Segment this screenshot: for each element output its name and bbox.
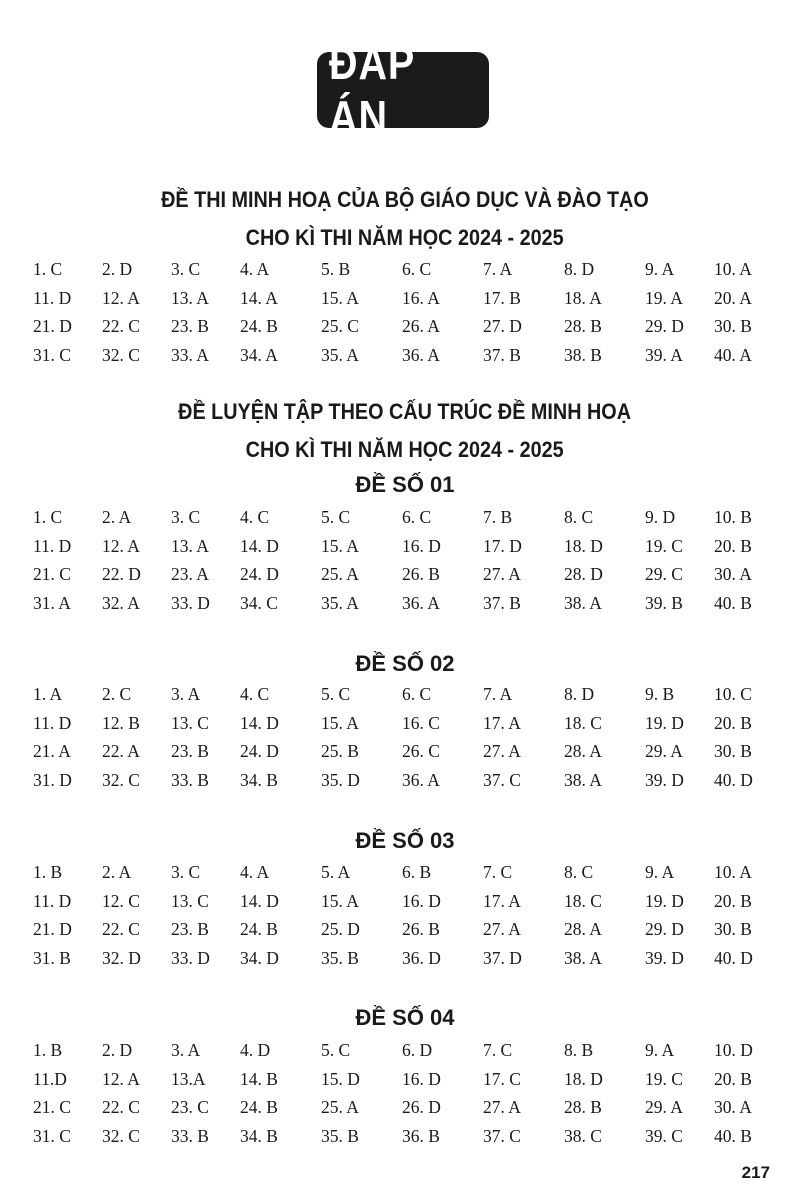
answer-cell: 31. C xyxy=(33,344,71,365)
answer-cell: 16. D xyxy=(402,890,441,911)
answer-cell: 6. C xyxy=(402,684,432,704)
answer-cell: 6. B xyxy=(402,862,432,882)
test-01-answer-grid xyxy=(33,503,773,617)
answer-cell: 14. A xyxy=(240,287,278,308)
answer-cell: 24. D xyxy=(240,741,279,762)
answer-cell: 19. A xyxy=(645,287,683,308)
page-title: ĐÁP ÁN xyxy=(329,37,415,143)
answer-cell: 27. A xyxy=(483,1097,521,1118)
answer-cell: 5. A xyxy=(321,862,351,882)
answer-cell: 6. D xyxy=(402,1040,433,1060)
answer-cell: 35. A xyxy=(321,344,359,365)
answer-cell: 1. B xyxy=(33,862,63,882)
answer-cell: 30. A xyxy=(714,564,752,585)
answer-cell: 36. A xyxy=(402,592,440,613)
answer-cell: 29. C xyxy=(645,564,683,585)
answer-cell: 31. C xyxy=(33,1125,71,1146)
answer-cell: 22. C xyxy=(102,316,140,337)
answer-cell: 19. D xyxy=(645,712,684,733)
answer-cell: 21. C xyxy=(33,1097,71,1118)
answer-cell: 16. A xyxy=(402,287,440,308)
page-number: 217 xyxy=(741,1163,770,1182)
answer-cell: 5. C xyxy=(321,684,351,704)
answer-cell: 12. A xyxy=(102,287,140,308)
answer-cell: 10. D xyxy=(714,1040,753,1060)
answer-cell: 32. A xyxy=(102,592,140,613)
answer-cell: 36. D xyxy=(402,947,441,968)
answer-cell: 38. A xyxy=(564,592,602,613)
answer-cell: 1. B xyxy=(33,1040,63,1060)
answer-cell: 33. D xyxy=(171,947,210,968)
answer-cell: 40. B xyxy=(714,592,752,613)
answer-cell: 34. B xyxy=(240,769,278,790)
answer-cell: 15. A xyxy=(321,712,359,733)
answer-cell: 26. A xyxy=(402,316,440,337)
answer-cell: 19. C xyxy=(645,535,683,556)
answer-cell: 9. A xyxy=(645,259,675,279)
answer-cell: 38. A xyxy=(564,769,602,790)
answer-cell: 14. D xyxy=(240,712,279,733)
answer-cell: 30. A xyxy=(714,1097,752,1118)
answer-cell: 25. A xyxy=(321,564,359,585)
answer-cell: 10. C xyxy=(714,684,752,704)
answer-cell: 34. D xyxy=(240,947,279,968)
answer-cell: 4. A xyxy=(240,862,270,882)
answer-cell: 25. C xyxy=(321,316,359,337)
answer-cell: 11. D xyxy=(33,287,72,308)
answer-cell: 22. C xyxy=(102,1097,140,1118)
answer-cell: 3. A xyxy=(171,684,201,704)
answer-cell: 8. D xyxy=(564,259,595,279)
answer-cell: 37. C xyxy=(483,769,521,790)
answer-cell: 23. B xyxy=(171,741,209,762)
answer-cell: 23. A xyxy=(171,564,209,585)
answer-cell: 29. D xyxy=(645,316,684,337)
answer-cell: 16. D xyxy=(402,535,441,556)
answer-cell: 5. C xyxy=(321,507,351,527)
answer-cell: 3. C xyxy=(171,862,201,882)
answer-cell: 16. C xyxy=(402,712,440,733)
answer-cell: 29. A xyxy=(645,1097,683,1118)
answer-cell: 37. B xyxy=(483,592,521,613)
answer-cell: 40. B xyxy=(714,1125,752,1146)
test-03-answer-grid xyxy=(33,858,773,972)
answer-cell: 11. D xyxy=(33,890,72,911)
answer-cell: 25. A xyxy=(321,1097,359,1118)
answer-cell: 24. B xyxy=(240,919,278,940)
answer-cell: 19. C xyxy=(645,1068,683,1089)
answer-cell: 11. D xyxy=(33,712,72,733)
answer-cell: 35. A xyxy=(321,592,359,613)
test-04-title: ĐỀ SỐ 04 xyxy=(355,1005,455,1030)
answer-cell: 15. A xyxy=(321,535,359,556)
answer-cell: 27. A xyxy=(483,741,521,762)
answer-cell: 9. A xyxy=(645,1040,675,1060)
answer-cell: 4. C xyxy=(240,684,270,704)
answer-cell: 8. B xyxy=(564,1040,594,1060)
official-answer-grid xyxy=(33,255,773,369)
answer-cell: 19. D xyxy=(645,890,684,911)
answer-cell: 28. A xyxy=(564,919,602,940)
answer-cell: 30. B xyxy=(714,741,752,762)
answer-cell: 36. B xyxy=(402,1125,440,1146)
answer-cell: 15. A xyxy=(321,890,359,911)
answer-cell: 24. B xyxy=(240,1097,278,1118)
answer-cell: 20. B xyxy=(714,712,752,733)
answer-cell: 21. C xyxy=(33,564,71,585)
answer-cell: 8. D xyxy=(564,684,595,704)
answer-cell: 9. D xyxy=(645,507,676,527)
answer-cell: 32. C xyxy=(102,1125,140,1146)
answer-cell: 29. D xyxy=(645,919,684,940)
answer-cell: 16. D xyxy=(402,1068,441,1089)
answer-cell: 13. A xyxy=(171,535,209,556)
answer-cell: 27. D xyxy=(483,316,522,337)
answer-cell: 10. B xyxy=(714,507,752,527)
answer-cell: 28. D xyxy=(564,564,603,585)
answer-cell: 39. D xyxy=(645,947,684,968)
answer-cell: 18. A xyxy=(564,287,602,308)
answer-cell: 26. D xyxy=(402,1097,441,1118)
answer-cell: 2. D xyxy=(102,259,133,279)
answer-cell: 39. A xyxy=(645,344,683,365)
answer-cell: 21. A xyxy=(33,741,71,762)
answer-cell: 35. B xyxy=(321,1125,359,1146)
answer-cell: 26. B xyxy=(402,919,440,940)
answer-cell: 7. B xyxy=(483,507,513,527)
answer-cell: 22. A xyxy=(102,741,140,762)
answer-cell: 5. B xyxy=(321,259,351,279)
answer-cell: 31. B xyxy=(33,947,71,968)
answer-cell: 1. C xyxy=(33,507,63,527)
answer-cell: 7. C xyxy=(483,862,513,882)
official-exam-heading-line1: ĐỀ THI MINH HOẠ CỦA BỘ GIÁO DỤC VÀ ĐÀO TẠO xyxy=(161,187,649,212)
answer-cell: 14. B xyxy=(240,1068,278,1089)
answer-cell: 12. A xyxy=(102,535,140,556)
answer-cell: 11.D xyxy=(33,1068,67,1089)
test-02-answer-grid xyxy=(33,680,773,794)
answer-cell: 2. C xyxy=(102,684,132,704)
answer-cell: 26. C xyxy=(402,741,440,762)
answer-cell: 3. A xyxy=(171,1040,201,1060)
answer-cell: 3. C xyxy=(171,507,201,527)
answer-cell: 12. A xyxy=(102,1068,140,1089)
answer-cell: 25. B xyxy=(321,741,359,762)
answer-cell: 30. B xyxy=(714,316,752,337)
answer-cell: 39. B xyxy=(645,592,683,613)
answer-cell: 7. C xyxy=(483,1040,513,1060)
answer-cell: 4. D xyxy=(240,1040,271,1060)
answer-cell: 20. B xyxy=(714,1068,752,1089)
answer-cell: 14. D xyxy=(240,890,279,911)
answer-cell: 17. D xyxy=(483,535,522,556)
answer-cell: 36. A xyxy=(402,344,440,365)
test-03-title: ĐỀ SỐ 03 xyxy=(355,828,455,853)
answer-cell: 27. A xyxy=(483,564,521,585)
answer-cell: 13. C xyxy=(171,712,209,733)
answer-cell: 32. D xyxy=(102,947,141,968)
answer-cell: 6. C xyxy=(402,507,432,527)
answer-cell: 38. C xyxy=(564,1125,602,1146)
answer-cell: 2. D xyxy=(102,1040,133,1060)
answer-cell: 34. A xyxy=(240,344,278,365)
answer-cell: 9. A xyxy=(645,862,675,882)
answer-cell: 33. B xyxy=(171,1125,209,1146)
answer-cell: 11. D xyxy=(33,535,72,556)
answer-cell: 23. B xyxy=(171,316,209,337)
answer-cell: 18. C xyxy=(564,712,602,733)
answer-cell: 17. B xyxy=(483,287,521,308)
answer-cell: 40. D xyxy=(714,769,753,790)
answer-cell: 35. B xyxy=(321,947,359,968)
answer-cell: 32. C xyxy=(102,769,140,790)
answer-cell: 38. B xyxy=(564,344,602,365)
answer-cell: 4. C xyxy=(240,507,270,527)
answer-cell: 17. A xyxy=(483,890,521,911)
official-exam-heading-line2: CHO KÌ THI NĂM HỌC 2024 - 2025 xyxy=(246,225,564,250)
answer-cell: 18. D xyxy=(564,535,603,556)
answer-cell: 23. B xyxy=(171,919,209,940)
answer-cell: 22. C xyxy=(102,919,140,940)
answer-cell: 27. A xyxy=(483,919,521,940)
test-04-answer-grid xyxy=(33,1036,773,1150)
answer-cell: 10. A xyxy=(714,862,752,882)
answer-cell: 20. A xyxy=(714,287,752,308)
answer-cell: 36. A xyxy=(402,769,440,790)
answer-cell: 4. A xyxy=(240,259,270,279)
answer-cell: 17. C xyxy=(483,1068,521,1089)
answer-cell: 40. A xyxy=(714,344,752,365)
answer-cell: 25. D xyxy=(321,919,360,940)
answer-cell: 8. C xyxy=(564,507,594,527)
answer-cell: 5. C xyxy=(321,1040,351,1060)
answer-cell: 35. D xyxy=(321,769,360,790)
answer-cell: 7. A xyxy=(483,259,513,279)
practice-heading-line2: CHO KÌ THI NĂM HỌC 2024 - 2025 xyxy=(246,437,564,462)
answer-cell: 8. C xyxy=(564,862,594,882)
answer-cell: 2. A xyxy=(102,862,132,882)
answer-cell: 18. D xyxy=(564,1068,603,1089)
answer-cell: 30. B xyxy=(714,919,752,940)
answer-cell: 14. D xyxy=(240,535,279,556)
answer-cell: 1. A xyxy=(33,684,63,704)
test-02-title: ĐỀ SỐ 02 xyxy=(355,651,455,676)
answer-cell: 10. A xyxy=(714,259,752,279)
answer-cell: 34. C xyxy=(240,592,278,613)
answer-cell: 34. B xyxy=(240,1125,278,1146)
answer-cell: 37. C xyxy=(483,1125,521,1146)
answer-key-title-box xyxy=(317,37,489,143)
answer-cell: 21. D xyxy=(33,316,72,337)
answer-cell: 3. C xyxy=(171,259,201,279)
answer-cell: 37. B xyxy=(483,344,521,365)
answer-cell: 23. C xyxy=(171,1097,209,1118)
answer-cell: 32. C xyxy=(102,344,140,365)
answer-cell: 15. D xyxy=(321,1068,360,1089)
answer-cell: 2. A xyxy=(102,507,132,527)
answer-cell: 33. D xyxy=(171,592,210,613)
answer-cell: 21. D xyxy=(33,919,72,940)
answer-cell: 33. A xyxy=(171,344,209,365)
answer-cell: 33. B xyxy=(171,769,209,790)
answer-cell: 28. B xyxy=(564,316,602,337)
answer-cell: 9. B xyxy=(645,684,675,704)
answer-cell: 22. D xyxy=(102,564,141,585)
answer-cell: 13. A xyxy=(171,287,209,308)
answer-cell: 20. B xyxy=(714,890,752,911)
answer-cell: 15. A xyxy=(321,287,359,308)
answer-cell: 26. B xyxy=(402,564,440,585)
answer-cell: 37. D xyxy=(483,947,522,968)
answer-cell: 39. D xyxy=(645,769,684,790)
answer-cell: 24. B xyxy=(240,316,278,337)
answer-cell: 28. B xyxy=(564,1097,602,1118)
answer-cell: 31. D xyxy=(33,769,72,790)
test-01-title: ĐỀ SỐ 01 xyxy=(355,472,455,497)
answer-cell: 18. C xyxy=(564,890,602,911)
answer-cell: 29. A xyxy=(645,741,683,762)
answer-cell: 28. A xyxy=(564,741,602,762)
answer-cell: 6. C xyxy=(402,259,432,279)
answer-cell: 40. D xyxy=(714,947,753,968)
answer-cell: 17. A xyxy=(483,712,521,733)
practice-heading-line1: ĐỀ LUYỆN TẬP THEO CẤU TRÚC ĐỀ MINH HOẠ xyxy=(178,399,632,424)
answer-cell: 31. A xyxy=(33,592,71,613)
answer-cell: 20. B xyxy=(714,535,752,556)
answer-cell: 13. C xyxy=(171,890,209,911)
answer-cell: 39. C xyxy=(645,1125,683,1146)
answer-cell: 13.A xyxy=(171,1068,206,1089)
answer-cell: 24. D xyxy=(240,564,279,585)
answer-cell: 1. C xyxy=(33,259,63,279)
answer-cell: 38. A xyxy=(564,947,602,968)
answer-cell: 12. C xyxy=(102,890,140,911)
answer-cell: 7. A xyxy=(483,684,513,704)
answer-cell: 12. B xyxy=(102,712,140,733)
